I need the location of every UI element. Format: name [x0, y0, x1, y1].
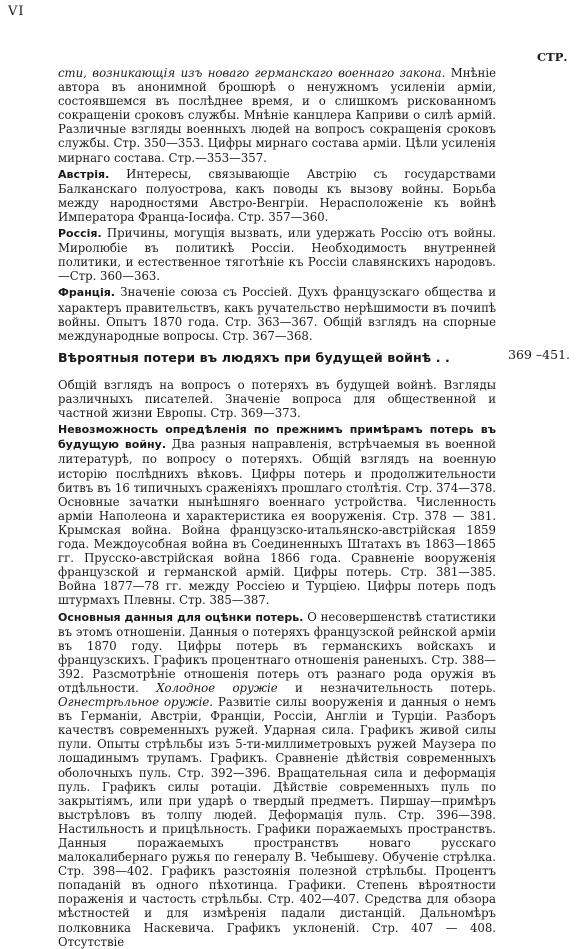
italic-firearms: Огнестрѣльное оружіе. — [58, 695, 213, 710]
paragraph-austria — [58, 167, 496, 224]
italic-run: сти, возникающія изъ новаго германскаго военнаго закона. — [58, 66, 446, 80]
section-heading-row — [58, 347, 570, 366]
lead-austria: Австрія. — [58, 167, 110, 181]
lead-russia: Россія. — [58, 227, 102, 241]
page-column-label: СТР. — [537, 50, 568, 64]
paragraph-russia — [58, 226, 496, 283]
top-text-block — [58, 66, 496, 343]
italic-cold-weapons: Холодное оружіе — [156, 680, 278, 695]
paragraph-basic-data — [58, 610, 496, 949]
lead-france: Франція. — [58, 286, 115, 300]
paragraph-impossibility — [58, 422, 496, 607]
paragraph-text: О несовершенствѣ статистики въ этомъ отношеніи. Данныя о потеряхъ французской рейнской арміи въ 1870 году. Цифры потерь въ германскихъ войскахъ и французскихъ. Графикъ процентнаго отношенія раненыхъ. Стр. 388—392. Разсмотрѣніе отношенія потерь отъ разнаго рода оружія въ отдѣльности. — [58, 609, 496, 695]
paragraph-text: Два разныя направленія, встрѣчаемыя въ военной литературѣ, по вопросу о потеряхъ. Общій взглядъ на военную исторію послѣднихъ вѣковъ. Цифры потерь и продолжительности битвъ въ 16 типичныхъ сраженіяхъ прошлаго столѣтія. Стр. 374—378. Основные зачатки нынѣшняго военнаго устройства. Численность арміи Наполеона и характеристика ея вооруженія. Стр. 378 — 381. Крымская война. Война французско-итальянско-австрійская 1859 года. Междоусобная война въ Соединенныхъ Штатахъ въ 1863—1865 гг. Прусско-австрійская война 1866 года. Сравненіе вооруженія французской и германской армій. Цифры потерь. Стр. 381—385. Война 1877—78 гг. между Россіею и Турціею. Цифры потерь подъ штурмахъ Плевны. Стр. 385—387. — [58, 437, 496, 608]
paragraph-intro — [58, 378, 496, 420]
paragraph-text: Интересы, связывающіе Австрію съ государствами Балканскаго полуострова, какъ поводы къ вызову войны. Борьба между народностями Австро-Венгріи. Нерасположеніе къ войнѣ Императора Франца-Іосифа. Стр. 357—360. — [58, 166, 496, 224]
paragraph-text: Общій взглядъ на вопросъ о потеряхъ въ будущей войнѣ. Взгляды различныхъ писателей. Значеніе вопроса для общественной и частной жизни Европы. Стр. 369—373. — [58, 378, 496, 421]
bottom-text-block — [58, 378, 496, 949]
paragraph-text: и незначительность потерь. — [277, 680, 496, 695]
paragraph-text: Мнѣніе автора въ анонимной брошюрѣ о ненужномъ усиленіи арміи, состоявшемся въ послѣднее время, и о слишкомъ рискованномъ сокращеніи сроковъ службы. Мнѣніе канцлера Каприви о силѣ армій. Различные взгляды военныхъ людей на вопросъ сокращенія сроковъ службы. Стр. 350—353. Цифры мирнаго состава арміи. Цѣли усиленія мирнаго состава. Стр.—353—357. — [58, 66, 496, 165]
lead-basic-data: Основныя данныя для оцѣнки потерь. — [58, 610, 304, 624]
paragraph-text: Значеніе союза съ Россіей. Духъ французскаго общества и характеръ правительствъ, какъ ручательство нерѣшимости въ почипѣ войны. Опытъ 1870 года. Стр. 363—367. Общій взглядъ на спорные международные вопросы. Стр. 367—368. — [58, 285, 496, 343]
section-page-range: 369 –451. — [508, 347, 570, 362]
paragraph-text: Развитіе силы вооруженія и данныя о немъ въ Германіи, Австріи, Франціи, Россіи, Англіи и Турціи. Разборъ качествъ современныхъ ружей. Ударная сила. Графикъ живой силы пули. Опыты стрѣльбы изъ 5-ти-миллиметровыхъ ружей Маузера по лошадинымъ трупамъ. Графикъ. Сравненіе дѣйствія современныхъ оболочныхъ пуль. Стр. 392—396. Вращательная сила и деформація пуль. Графикъ силы ротаціи. Дѣйствіе современныхъ пуль по закрытіямъ, или при ударѣ о твердый предметъ. Пиршау—примѣръ выстрѣловъ въ толпу людей. Деформація пуль. Стр. 396—398. Настильность и прицѣльность. Графики поражаемыхъ пространствъ. Данныя поражаемыхъ пространствъ новаго русскаго малокалибернаго ружья по генералу В. Чебышеву. Обученіе стрѣлка. Стр. 398—402. Графикъ разстоянія полезной стрѣльбы. Процентъ попаданій въ одного пѣхотинца. Графики. Степень вѣроятности пораженія и частость стрѣльбы. Стр. 402—407. Средства для обзора мѣстностей и для измѣренія падали дистанцій. Дальномѣръ полковника Наскевича. Графикъ уклоненій. Стр. 407 — 408. Отсутствіе — [58, 695, 496, 949]
lead-impossibility: Невозможность опредѣленія по прежнимъ примѣрамъ потерь въ будущую войну. — [58, 423, 496, 452]
section-heading: Вѣроятныя потери въ людяхъ при будущей войнѣ . . — [58, 350, 450, 365]
paragraph-text: Причины, могущія вызвать, или удержать Россію отъ войны. Миролюбіе въ политикѣ Россіи. Необходимость внутренней политики, и естественное тяготѣніе къ Россіи славянскихъ народовъ.—Стр. 360—363. — [58, 226, 496, 284]
paragraph-france — [58, 285, 496, 342]
paragraph-1 — [58, 66, 496, 165]
page-number: VI — [8, 4, 25, 19]
